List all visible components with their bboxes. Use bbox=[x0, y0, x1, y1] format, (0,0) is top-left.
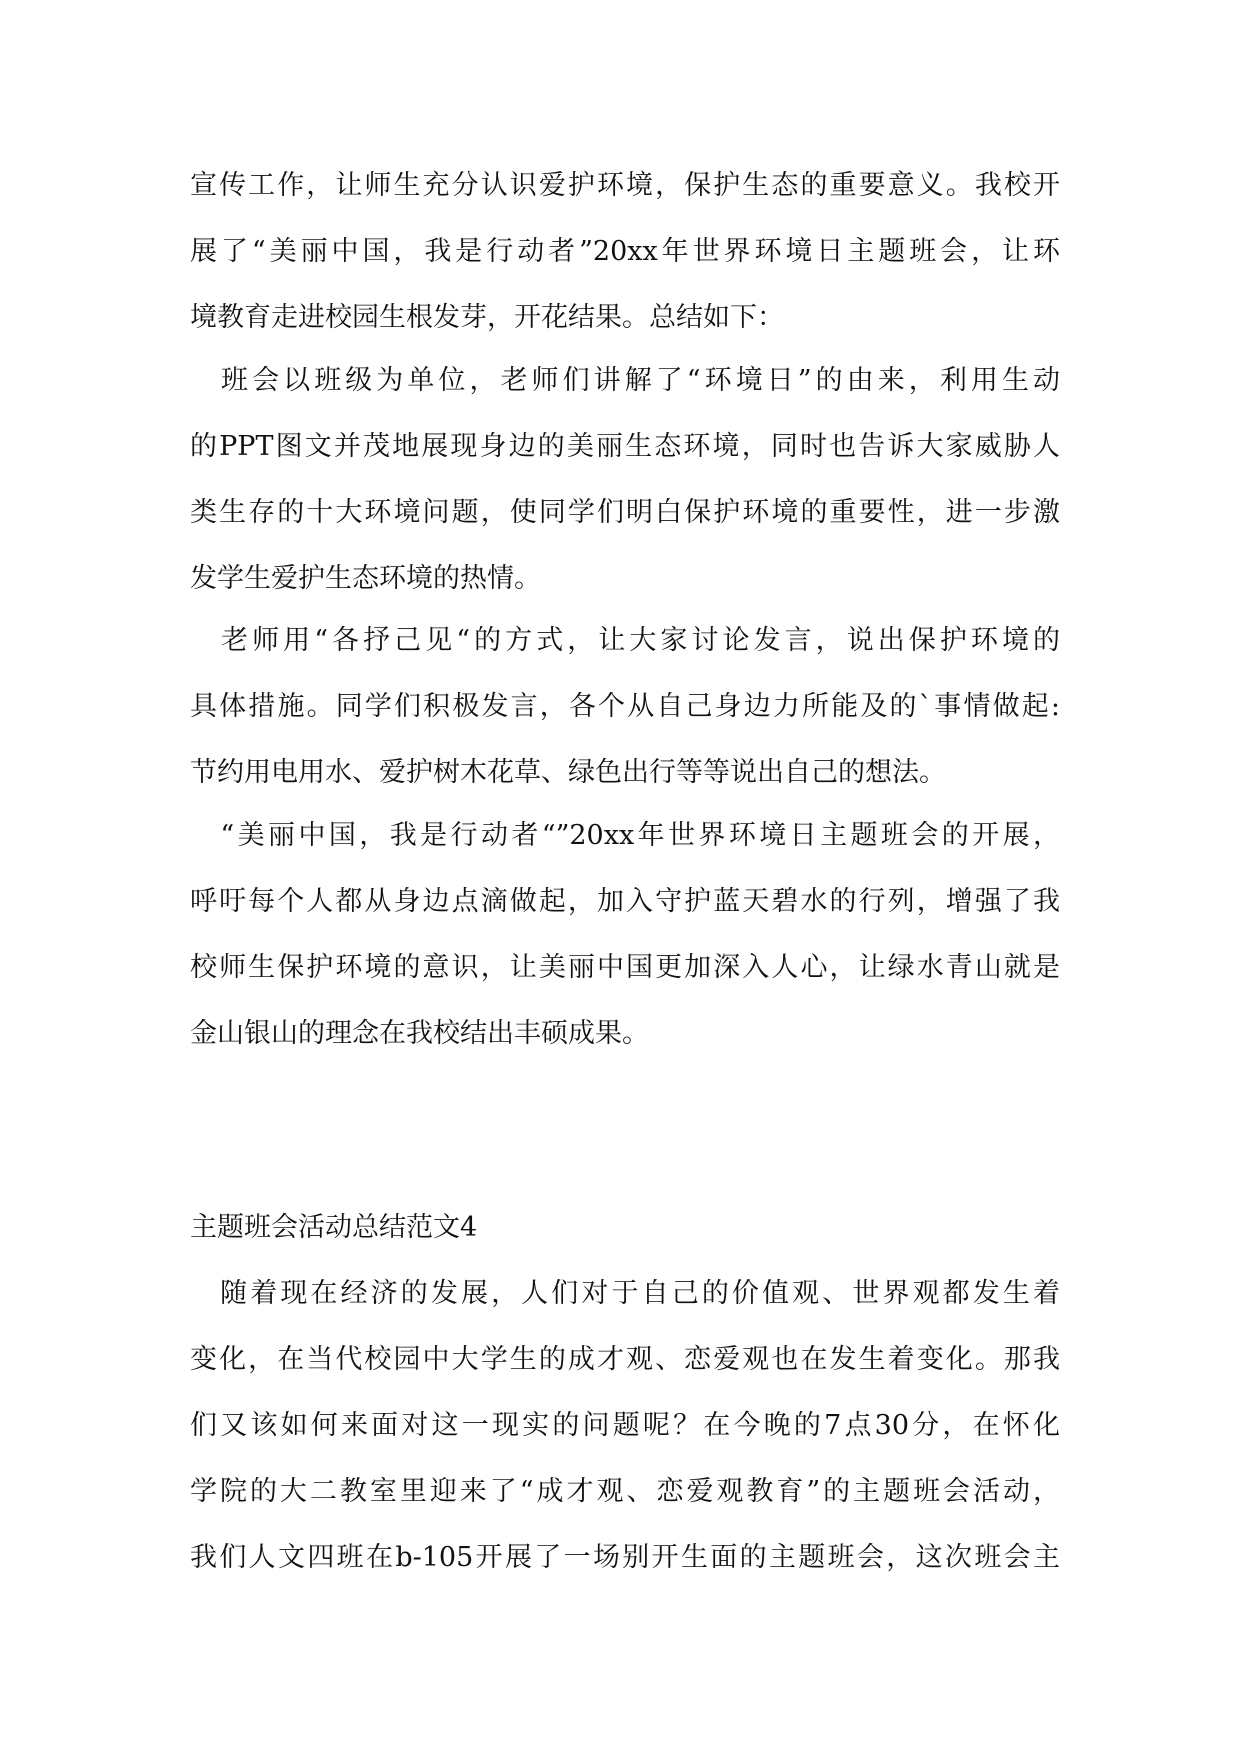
paragraph-line: 校师生保护环境的意识，让美丽中国更加深入人心，让绿水青山就是 bbox=[190, 952, 1060, 983]
paragraph-line: 境教育走进校园生根发芽，开花结果。总结如下： bbox=[190, 302, 784, 333]
section-heading: 主题班会活动总结范文4 bbox=[190, 1212, 478, 1243]
paragraph-line: 节约用电用水、爱护树木花草、绿色出行等等说出自己的想法。 bbox=[190, 757, 946, 788]
paragraph-line: “美丽中国，我是行动者“”20xx年世界环境日主题班会的开展， bbox=[190, 820, 1060, 851]
paragraph-line: 学院的大二教室里迎来了“成才观、恋爱观教育”的主题班会活动， bbox=[190, 1476, 1060, 1507]
paragraph-line: 宣传工作，让师生充分认识爱护环境，保护生态的重要意义。我校开 bbox=[190, 170, 1060, 201]
paragraph-line: 们又该如何来面对这一现实的问题呢？在今晚的7点30分，在怀化 bbox=[190, 1410, 1060, 1441]
paragraph-line: 类生存的十大环境问题，使同学们明白保护环境的重要性，进一步激 bbox=[190, 497, 1060, 528]
paragraph-line: 的PPT图文并茂地展现身边的美丽生态环境，同时也告诉大家威胁人 bbox=[190, 431, 1060, 462]
paragraph-line: 班会以班级为单位，老师们讲解了“环境日”的由来，利用生动 bbox=[190, 365, 1060, 396]
paragraph-line: 变化，在当代校园中大学生的成才观、恋爱观也在发生着变化。那我 bbox=[190, 1344, 1060, 1375]
paragraph-line: 展了“美丽中国，我是行动者”20xx年世界环境日主题班会，让环 bbox=[190, 236, 1060, 267]
paragraph-line: 随着现在经济的发展，人们对于自己的价值观、世界观都发生着 bbox=[190, 1278, 1060, 1309]
paragraph-line: 老师用“各抒己见“的方式，让大家讨论发言，说出保护环境的 bbox=[190, 625, 1060, 656]
paragraph-line: 我们人文四班在b-105开展了一场别开生面的主题班会，这次班会主 bbox=[190, 1542, 1060, 1573]
paragraph-line: 金山银山的理念在我校结出丰硕成果。 bbox=[190, 1018, 649, 1049]
paragraph-line: 呼吁每个人都从身边点滴做起，加入守护蓝天碧水的行列，增强了我 bbox=[190, 886, 1060, 917]
paragraph-line: 发学生爱护生态环境的热情。 bbox=[190, 563, 541, 594]
paragraph-line: 具体措施。同学们积极发言，各个从自己身边力所能及的`事情做起: bbox=[190, 691, 1060, 722]
